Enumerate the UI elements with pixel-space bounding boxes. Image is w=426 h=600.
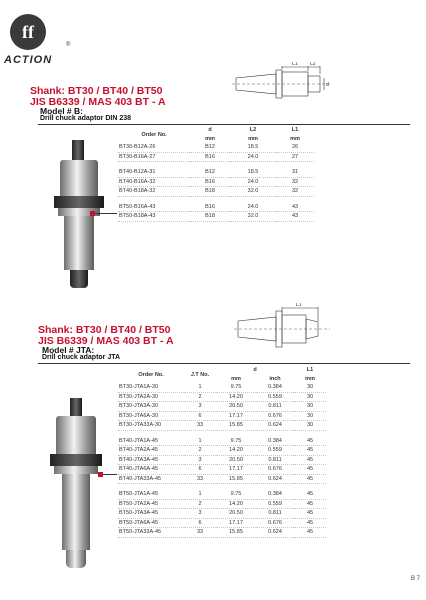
table-cell: 0.676 (256, 411, 294, 421)
table-cell: 30 (294, 421, 326, 431)
table-cell: 24.0 (230, 152, 276, 162)
header-inch: inch (269, 375, 281, 382)
table-cell: 45 (294, 474, 326, 484)
table-cell: 0.811 (256, 509, 294, 519)
table-cell: BT40-JTA1A-45 (118, 437, 184, 446)
table-cell: 0.624 (256, 528, 294, 538)
section2-title-line2: JIS B6339 / MAS 403 BT - A (38, 335, 174, 347)
table-cell: 20.50 (216, 509, 256, 519)
header-l1: L1 (291, 127, 299, 134)
table-cell: 45 (294, 455, 326, 465)
table-cell: 9.75 (216, 437, 256, 446)
table-cell: 6 (184, 411, 216, 421)
registered-mark: ® (66, 42, 71, 48)
table-row (118, 518, 326, 528)
header-l2: L2 (249, 127, 257, 134)
header-unit-d: mm (205, 135, 215, 142)
section2-divider (38, 363, 410, 364)
table-cell: BT50-JTA6A-45 (118, 518, 184, 528)
table-cell: BT40-JTA6A-45 (118, 465, 184, 475)
section1-leader-line (95, 213, 117, 214)
table-cell: 0.811 (256, 402, 294, 412)
table-cell: 0.559 (256, 392, 294, 402)
table-cell: 0.559 (256, 446, 294, 456)
table-cell: 20.50 (216, 402, 256, 412)
table-cell: 43 (276, 203, 314, 212)
header-unit-l1: mm (290, 135, 300, 142)
table-cell: B16 (190, 203, 230, 212)
table-cell: 18.5 (230, 168, 276, 177)
table-cell: 1 (184, 490, 216, 499)
table-cell: BT30-B12A-26 (118, 143, 190, 152)
table-cell: 0.384 (256, 383, 294, 392)
table-cell: 20.50 (216, 455, 256, 465)
table-cell: BT40-B18A-32 (118, 187, 190, 197)
table-cell: 30 (294, 411, 326, 421)
table-cell: BT30-JTA3A-30 (118, 402, 184, 412)
table-row (118, 177, 314, 187)
table-row (118, 490, 326, 499)
table-cell: 24.0 (230, 177, 276, 187)
diagram-label-d: d (326, 82, 329, 88)
table-cell: 1 (184, 437, 216, 446)
page-number: B 7 (410, 576, 420, 582)
table-cell: B18 (190, 212, 230, 222)
section2-product-image (40, 398, 112, 573)
header-unit-l2: mm (248, 135, 258, 142)
section2-title-line1: Shank: BT30 / BT40 / BT50 (38, 324, 171, 336)
table-cell: 2 (184, 499, 216, 509)
table-cell: 14.20 (216, 392, 256, 402)
table-cell: 0.384 (256, 437, 294, 446)
table-cell: BT30-JTA33A-30 (118, 421, 184, 431)
table-cell: 17.17 (216, 411, 256, 421)
table-row (118, 474, 326, 484)
section2-table-body (118, 383, 326, 537)
table-row (118, 168, 314, 177)
table-cell: 18.5 (230, 143, 276, 152)
table-row (118, 212, 314, 222)
table-cell: 6 (184, 518, 216, 528)
diagram-label-l2: L2 (310, 62, 316, 67)
table-cell: 15.85 (216, 421, 256, 431)
table-cell: 0.676 (256, 465, 294, 475)
table-cell: 6 (184, 465, 216, 475)
brand-logo-icon (10, 14, 46, 50)
section1-table-body (118, 143, 314, 221)
table-cell: B18 (190, 187, 230, 197)
section2-leader-line (103, 474, 117, 475)
table-cell: 9.75 (216, 490, 256, 499)
header-d: d (253, 367, 257, 374)
brand-logo-text: ACTION (4, 54, 53, 66)
table-cell: BT40-JTA33A-45 (118, 474, 184, 484)
section1-title-line2: JIS B6339 / MAS 403 BT - A (30, 96, 166, 108)
table-cell: 45 (294, 518, 326, 528)
table-cell: 30 (294, 402, 326, 412)
table-cell: 14.20 (216, 446, 256, 456)
table-cell: 1 (184, 383, 216, 392)
header-jt-no: J.T No. (190, 371, 210, 378)
table-row (118, 455, 326, 465)
table-cell: 0.676 (256, 518, 294, 528)
table-cell: 0.624 (256, 474, 294, 484)
table-cell: BT40-JTA3A-45 (118, 455, 184, 465)
table-cell: 45 (294, 528, 326, 538)
table-cell: BT40-JTA2A-45 (118, 446, 184, 456)
section1-subtitle: Drill chuck adaptor DIN 238 (40, 115, 132, 122)
table-cell: B12 (190, 168, 230, 177)
table-row (118, 383, 326, 392)
diagram-label-l1: L1 (292, 62, 298, 67)
table-cell: 45 (294, 446, 326, 456)
table-cell: BT30-JTA6A-30 (118, 411, 184, 421)
table-row (118, 446, 326, 456)
svg-text:ff: ff (22, 22, 34, 42)
table-cell: 2 (184, 446, 216, 456)
table-row (118, 392, 326, 402)
table-row (118, 152, 314, 162)
table-cell: 3 (184, 455, 216, 465)
section1-model: Model # B: (40, 106, 83, 116)
table-cell: B16 (190, 177, 230, 187)
table-cell: 30 (294, 383, 326, 392)
section2-technical-drawing (234, 303, 332, 355)
table-cell: BT30-B16A-27 (118, 152, 190, 162)
table-cell: B12 (190, 143, 230, 152)
section1-title-line1: Shank: BT30 / BT40 / BT50 (30, 85, 163, 97)
table-cell: 27 (276, 152, 314, 162)
table-row (118, 187, 314, 197)
table-row (118, 143, 314, 152)
table-cell: 45 (294, 465, 326, 475)
table-cell: 24.0 (230, 203, 276, 212)
table-cell: 26 (276, 143, 314, 152)
header-order-no: Order No. (138, 371, 164, 378)
table-row (118, 437, 326, 446)
table-cell: 45 (294, 499, 326, 509)
header-d: d (208, 127, 212, 134)
table-cell: 15.85 (216, 474, 256, 484)
table-cell: BT40-B12A-31 (118, 168, 190, 177)
table-cell: BT50-JTA3A-45 (118, 509, 184, 519)
table-cell: 33 (184, 421, 216, 431)
table-cell: BT30-JTA2A-30 (118, 392, 184, 402)
table-cell: 30 (294, 392, 326, 402)
table-cell: 0.384 (256, 490, 294, 499)
table-cell: BT50-B16A-43 (118, 203, 190, 212)
section1-product-image (44, 140, 114, 300)
table-row (118, 499, 326, 509)
table-cell: 32 (276, 187, 314, 197)
table-cell: 3 (184, 402, 216, 412)
table-cell: 9.75 (216, 383, 256, 392)
table-cell: 33 (184, 528, 216, 538)
section1-technical-drawing (232, 62, 337, 107)
table-cell: 45 (294, 437, 326, 446)
table-cell: 15.85 (216, 528, 256, 538)
table-cell: 0.559 (256, 499, 294, 509)
table-cell: 32.0 (230, 212, 276, 222)
table-row (118, 465, 326, 475)
table-cell: BT50-B18A-43 (118, 212, 190, 222)
table-cell: BT50-JTA33A-45 (118, 528, 184, 538)
table-row (118, 203, 314, 212)
section1-table (118, 126, 314, 222)
table-cell: BT30-JTA1A-30 (118, 383, 184, 392)
table-cell: BT50-JTA1A-45 (118, 490, 184, 499)
table-cell: 3 (184, 509, 216, 519)
header-mm: mm (231, 375, 241, 382)
section2-model: Model # JTA: (42, 345, 95, 355)
section2-subtitle: Drill chuck adaptor JTA (42, 354, 121, 361)
table-row (118, 402, 326, 412)
table-cell: B16 (190, 152, 230, 162)
table-cell: BT40-B16A-32 (118, 177, 190, 187)
header-l1-unit: mm (305, 375, 315, 382)
table-row (118, 528, 326, 538)
table-cell: 45 (294, 509, 326, 519)
table-cell: 17.17 (216, 518, 256, 528)
diagram-label-l1: L1 (296, 303, 302, 308)
table-cell: 0.624 (256, 421, 294, 431)
table-cell: 14.20 (216, 499, 256, 509)
table-row (118, 509, 326, 519)
table-row (118, 411, 326, 421)
table-cell: 2 (184, 392, 216, 402)
table-cell: 32.0 (230, 187, 276, 197)
table-cell: 31 (276, 168, 314, 177)
section2-table (118, 366, 326, 538)
header-l1: L1 (306, 367, 314, 374)
table-cell: 45 (294, 490, 326, 499)
table-cell: 0.811 (256, 455, 294, 465)
table-row (118, 421, 326, 431)
section1-divider (38, 124, 410, 125)
table-cell: 32 (276, 177, 314, 187)
table-cell: BT50-JTA2A-45 (118, 499, 184, 509)
table-cell: 17.17 (216, 465, 256, 475)
table-cell: 33 (184, 474, 216, 484)
table-cell: 43 (276, 212, 314, 222)
header-order-no: Order No. (141, 131, 167, 138)
